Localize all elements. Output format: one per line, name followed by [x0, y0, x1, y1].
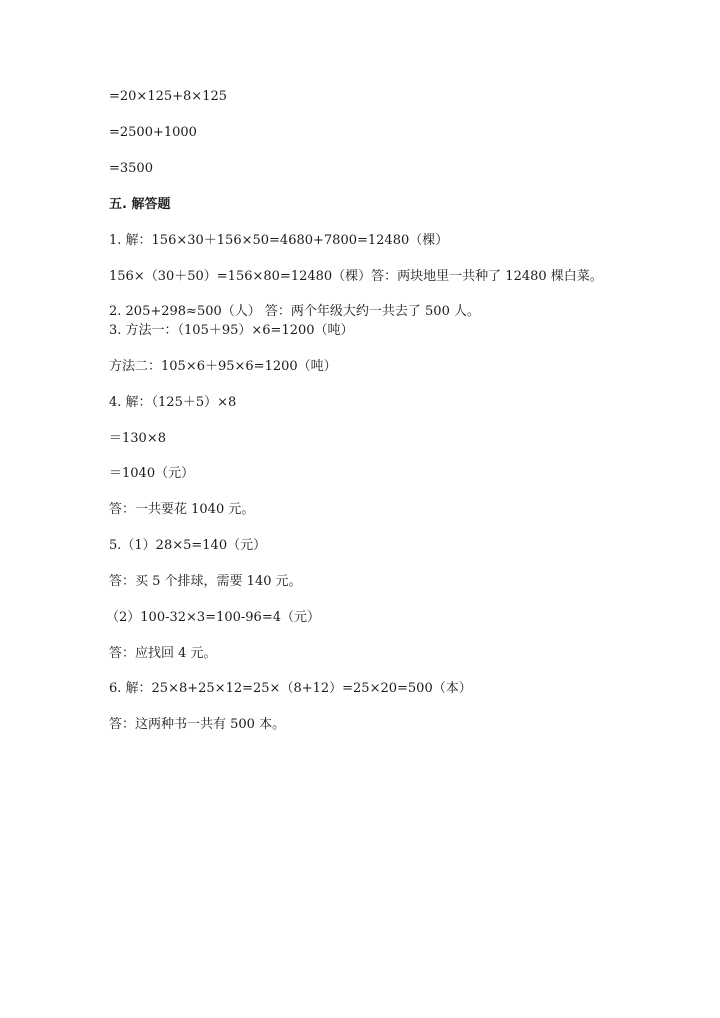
answer-5-part-1: 5.（1）28×5=140（元）: [109, 538, 267, 553]
answer-4-step-2: ＝130×8: [109, 431, 166, 446]
answer-6-conclusion: 答：这两种书一共有 500 本。: [109, 717, 286, 732]
answer-5-part-1-conclusion: 答：买 5 个排球，需要 140 元。: [109, 574, 302, 589]
calc-step-3: =3500: [109, 161, 153, 176]
answer-3-method-1: 3. 方法一：（105＋95）×6=1200（吨）: [109, 323, 354, 338]
answer-1-solution: 1. 解：156×30＋156×50=4680+7800=12480（棵）: [109, 233, 449, 248]
answer-4-conclusion: 答：一共要花 1040 元。: [109, 502, 255, 517]
answer-4-step-3: ＝1040（元）: [109, 466, 195, 481]
section-heading: 五. 解答题: [109, 197, 171, 212]
calc-step-1: =20×125+8×125: [109, 89, 228, 104]
answer-2: 2. 205+298≈500（人） 答：两个年级大约一共去了 500 人。: [109, 304, 480, 319]
calc-step-2: =2500+1000: [109, 125, 197, 140]
answer-1-conclusion: 156×（30＋50）=156×80=12480（棵）答：两块地里一共种了 12480 棵白菜。: [109, 269, 603, 284]
answer-5-part-2-conclusion: 答：应找回 4 元。: [109, 646, 217, 661]
answer-5-part-2: （2）100-32×3=100-96=4（元）: [106, 610, 320, 625]
answer-4-solution: 4. 解：（125＋5）×8: [109, 395, 237, 410]
answer-6-solution: 6. 解：25×8+25×12=25×（8+12）=25×20=500（本）: [109, 681, 472, 696]
answer-3-method-2: 方法二：105×6＋95×6=1200（吨）: [109, 359, 337, 374]
